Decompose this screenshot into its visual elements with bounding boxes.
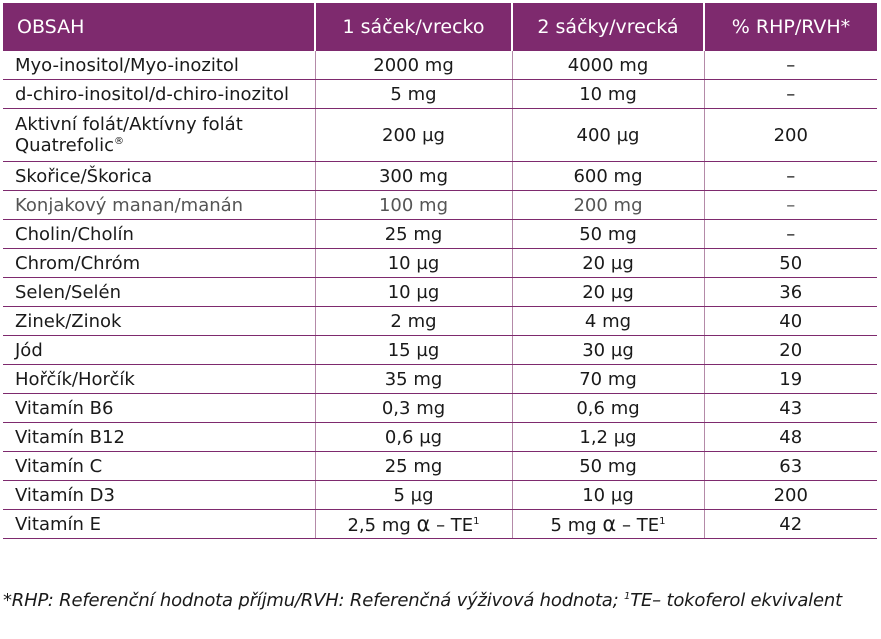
amount-one-sachet: 0,3 mg [315, 394, 512, 423]
ingredient-name: Hořčík/Horčík [3, 365, 315, 394]
amount-two-sachets [512, 510, 704, 539]
rhp-percent: 42 [704, 510, 877, 539]
table-row [3, 220, 877, 249]
ingredient-name: Cholin/Cholín [3, 220, 315, 249]
ingredient-name: Vitamín E [3, 510, 315, 539]
footnote-marker: 1 [473, 516, 480, 527]
amount-two-sachets: 30 µg [512, 336, 704, 365]
amount-two-sachets: 20 µg [512, 278, 704, 307]
table-row [3, 307, 877, 336]
alpha-symbol: α [416, 512, 431, 536]
amount-one-sachet [315, 510, 512, 539]
rhp-percent: 200 [704, 109, 877, 162]
amount-two-sachets: 1,2 µg [512, 423, 704, 452]
ingredient-name: Myo-inositol/Myo-inozitol [3, 51, 315, 80]
ingredient-name: Vitamín B12 [3, 423, 315, 452]
rhp-percent: 20 [704, 336, 877, 365]
rhp-percent: – [704, 162, 877, 191]
rhp-percent: 19 [704, 365, 877, 394]
rhp-percent: 50 [704, 249, 877, 278]
amount-two-sachets: 20 µg [512, 249, 704, 278]
footnote-text-te: TE– tokoferol ekvivalent [630, 590, 842, 611]
header-one-sachet: 1 sáček/vrecko [315, 3, 512, 51]
amount-two-sachets: 200 mg [512, 191, 704, 220]
ingredient-name: Vitamín D3 [3, 481, 315, 510]
ingredient-name: Selen/Selén [3, 278, 315, 307]
amount-one-sachet: 15 µg [315, 336, 512, 365]
amount-one-sachet: 5 µg [315, 481, 512, 510]
ingredient-name: Chrom/Chróm [3, 249, 315, 278]
rhp-percent: – [704, 220, 877, 249]
table-row [3, 423, 877, 452]
ingredient-name-cell [3, 109, 315, 162]
ingredient-name: Aktivní folát/Aktívny folát [15, 114, 243, 135]
rhp-percent: – [704, 80, 877, 109]
amount-two-sachets: 50 mg [512, 220, 704, 249]
amount-two-sachets: 4000 mg [512, 51, 704, 80]
amount-one-sachet: 5 mg [315, 80, 512, 109]
amount-two-sachets: 10 mg [512, 80, 704, 109]
amount-unit: – TE [430, 515, 474, 536]
table-row [3, 510, 877, 539]
header-rhp-rvh: % RHP/RVH* [704, 3, 877, 51]
header-two-sachets: 2 sáčky/vrecká [512, 3, 704, 51]
amount-two-sachets: 70 mg [512, 365, 704, 394]
footnote-marker: 1 [624, 591, 631, 602]
rhp-percent: 36 [704, 278, 877, 307]
amount-one-sachet: 200 µg [315, 109, 512, 162]
amount-value: 5 mg [550, 515, 603, 536]
amount-two-sachets: 10 µg [512, 481, 704, 510]
footnote-marker: 1 [659, 516, 666, 527]
ingredient-name: Skořice/Škorica [3, 162, 315, 191]
ingredient-name: Konjakový manan/manán [3, 191, 315, 220]
amount-two-sachets: 0,6 mg [512, 394, 704, 423]
ingredient-name: Zinek/Zinok [3, 307, 315, 336]
amount-two-sachets: 400 µg [512, 109, 704, 162]
registered-mark: ® [114, 136, 124, 147]
amount-one-sachet: 0,6 µg [315, 423, 512, 452]
rhp-percent: 200 [704, 481, 877, 510]
amount-one-sachet: 25 mg [315, 220, 512, 249]
amount-one-sachet: 100 mg [315, 191, 512, 220]
ingredient-name: Vitamín B6 [3, 394, 315, 423]
amount-one-sachet: 25 mg [315, 452, 512, 481]
amount-value: 2,5 mg [347, 515, 417, 536]
rhp-percent: 48 [704, 423, 877, 452]
rhp-percent: – [704, 191, 877, 220]
amount-one-sachet: 10 µg [315, 249, 512, 278]
amount-two-sachets: 4 mg [512, 307, 704, 336]
rhp-percent: 43 [704, 394, 877, 423]
footnote [3, 590, 881, 611]
table-row [3, 278, 877, 307]
amount-two-sachets: 600 mg [512, 162, 704, 191]
ingredient-name: d-chiro-inositol/d-chiro-inozitol [3, 80, 315, 109]
table-row [3, 365, 877, 394]
table-row [3, 394, 877, 423]
amount-one-sachet: 300 mg [315, 162, 512, 191]
table-row [3, 452, 877, 481]
rhp-percent: – [704, 51, 877, 80]
footnote-text: *RHP: Referenční hodnota příjmu/RVH: Referenčná výživová hodnota; [3, 590, 625, 611]
table-row [3, 109, 877, 162]
ingredient-name: Vitamín C [3, 452, 315, 481]
rhp-percent: 40 [704, 307, 877, 336]
header-content: OBSAH [3, 3, 315, 51]
table-row [3, 336, 877, 365]
table-header-row [3, 3, 877, 51]
amount-unit: – TE [616, 515, 660, 536]
rhp-percent: 63 [704, 452, 877, 481]
amount-one-sachet: 2 mg [315, 307, 512, 336]
amount-one-sachet: 35 mg [315, 365, 512, 394]
nutrition-table [3, 3, 877, 539]
table-row [3, 249, 877, 278]
table-row [3, 162, 877, 191]
table-row [3, 51, 877, 80]
ingredient-name-line2 [15, 135, 315, 156]
amount-one-sachet: 10 µg [315, 278, 512, 307]
table-row [3, 481, 877, 510]
alpha-symbol: α [602, 512, 617, 536]
ingredient-brand: Quatrefolic [15, 135, 114, 156]
table-row [3, 80, 877, 109]
ingredient-name: Jód [3, 336, 315, 365]
amount-one-sachet: 2000 mg [315, 51, 512, 80]
amount-two-sachets: 50 mg [512, 452, 704, 481]
table-row [3, 191, 877, 220]
